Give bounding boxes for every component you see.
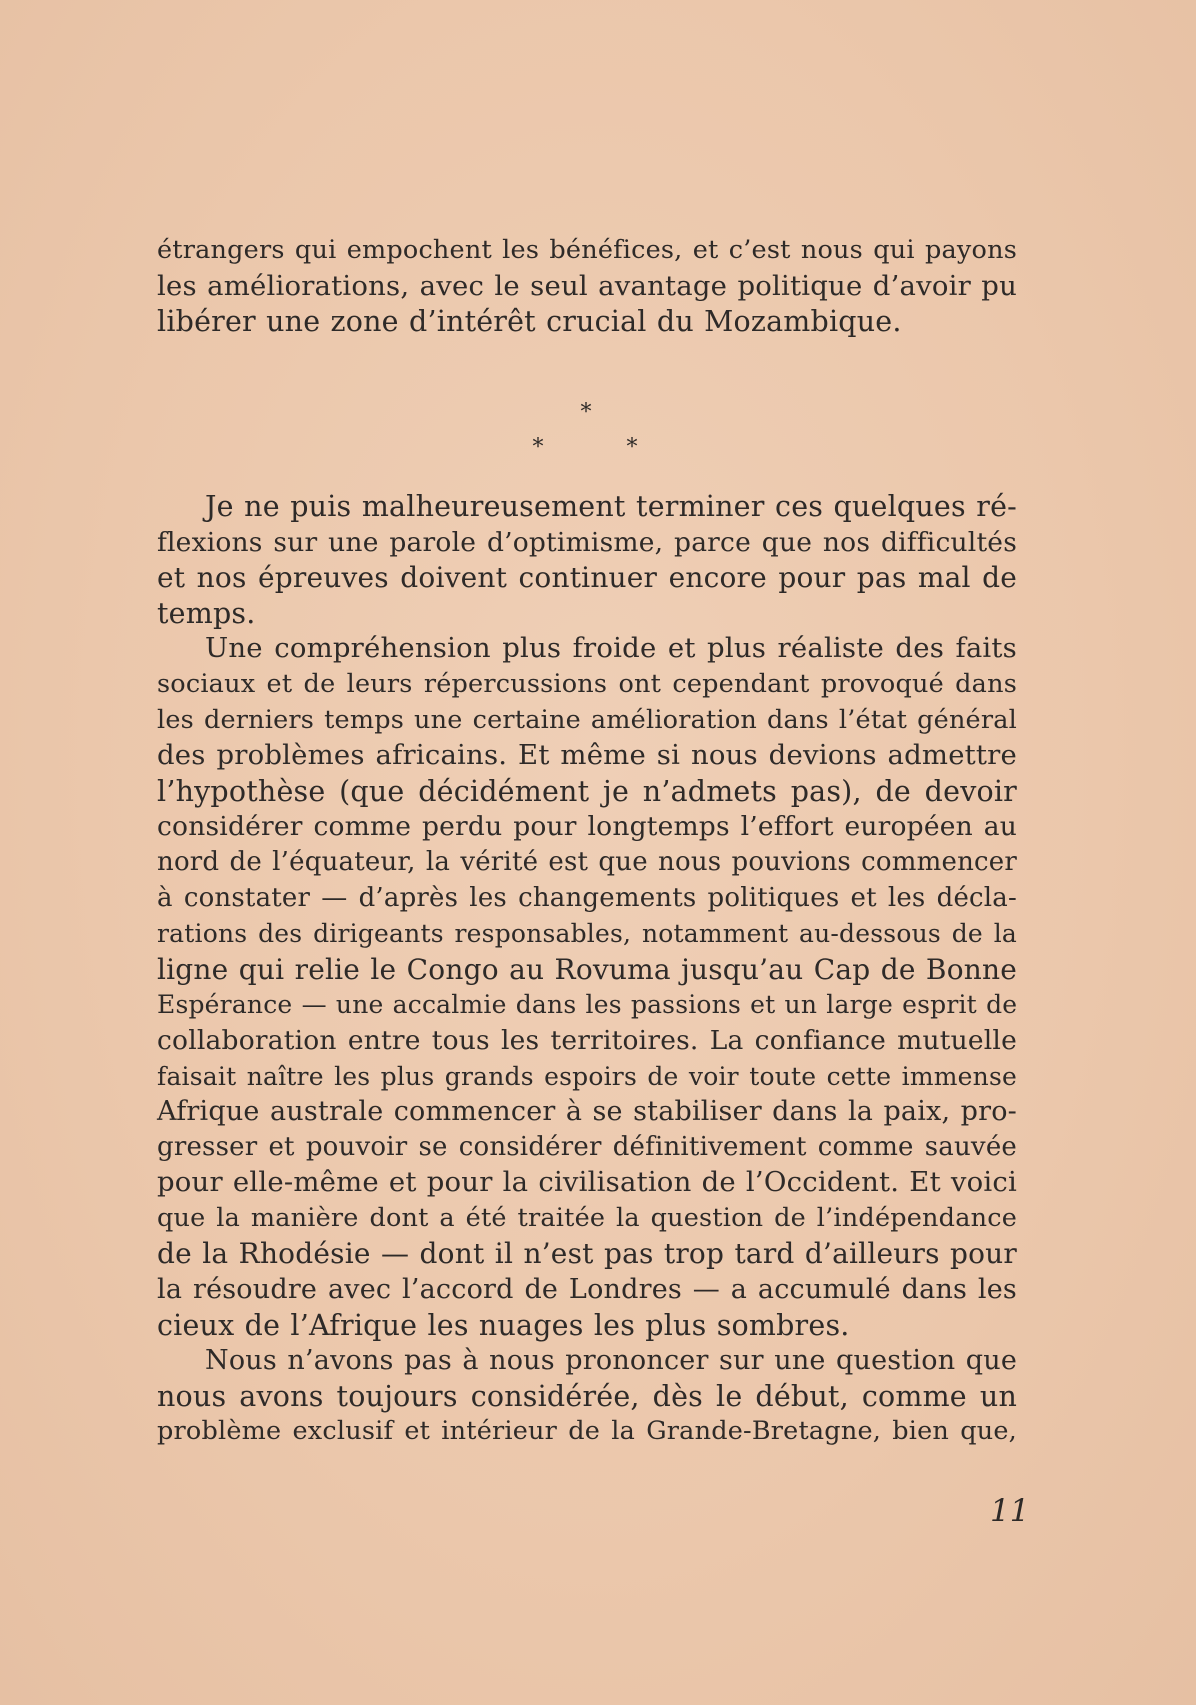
text-line: libérer une zone d’intérêt crucial du Mozambique. [157, 305, 902, 339]
text-line: que la manière dont a été traitée la question de l’indépendance [157, 1202, 1017, 1233]
text-line: Je ne puis malheureusement terminer ces quelques ré- [205, 490, 1017, 523]
text-line: étrangers qui empochent les bénéfices, et c’est nous qui payons [157, 235, 1017, 265]
text-line: des problèmes africains. Et même si nous devions admettre [157, 739, 1017, 772]
text-line: considérer comme perdu pour longtemps l’effort européen au [157, 811, 1017, 843]
text-line: la résoudre avec l’accord de Londres — a accumulé dans les [157, 1274, 1017, 1306]
text-line: Afrique australe commencer à se stabiliser dans la paix, pro- [157, 1096, 1017, 1128]
paragraph-continuation [157, 233, 1017, 340]
text-line: et nos épreuves doivent continuer encore pour pas mal de [157, 561, 1017, 595]
text-line: collaboration entre tous les territoires. La confiance mutuelle [157, 1024, 1017, 1056]
text-line: cieux de l’Afrique les nuages les plus sombres. [157, 1308, 850, 1342]
text-line: nord de l’équateur, la vérité est que nous pouvions commencer [157, 846, 1017, 877]
text-line: flexions sur une parole d’optimisme, parce que nos difficultés [157, 526, 1017, 558]
page-number: 11 [990, 1493, 1030, 1529]
text-line: les derniers temps une certaine amélioration dans l’état général [157, 704, 1017, 735]
asterism-star: * [580, 400, 592, 425]
text-line: gresser et pouvoir se considérer définitivement comme sauvée [157, 1131, 1017, 1162]
text-line: rations des dirigeants responsables, notamment au-dessous de la [157, 919, 1017, 949]
asterism-star: * [532, 435, 544, 460]
text-line: les améliorations, avec le seul avantage politique d’avoir pu [157, 269, 1017, 302]
text-line: l’hypothèse (que décidément je n’admets pas), de devoir [157, 774, 1017, 808]
text-line: à constater — d’après les changements politiques et les décla- [157, 882, 1017, 913]
text-line: Nous n’avons pas à nous prononcer sur une question que [205, 1345, 1017, 1377]
text-line: Une compréhension plus froide et plus réaliste des faits [205, 632, 1017, 665]
text-line: faisait naître les plus grands espoirs de voir toute cette immense [157, 1061, 1017, 1091]
body-text [157, 489, 1017, 1450]
text-line: temps. [157, 596, 256, 630]
text-line: pour elle-même et pour la civilisation de l’Occident. Et voici [157, 1166, 1017, 1199]
text-line: nous avons toujours considérée, dès le début, comme un [157, 1379, 1017, 1413]
text-line: problème exclusif et intérieur de la Grande-Bretagne, bien que, [157, 1416, 1017, 1447]
text-line: de la Rhodésie — dont il n’est pas trop tard d’ailleurs pour [157, 1237, 1017, 1271]
text-line: sociaux et de leurs répercussions ont cependant provoqué dans [157, 668, 1017, 699]
text-line: Espérance — une accalmie dans les passions et un large esprit de [157, 990, 1018, 1020]
asterism-star: * [626, 435, 638, 460]
text-line: ligne qui relie le Congo au Rovuma jusqu’au Cap de Bonne [157, 952, 1017, 986]
